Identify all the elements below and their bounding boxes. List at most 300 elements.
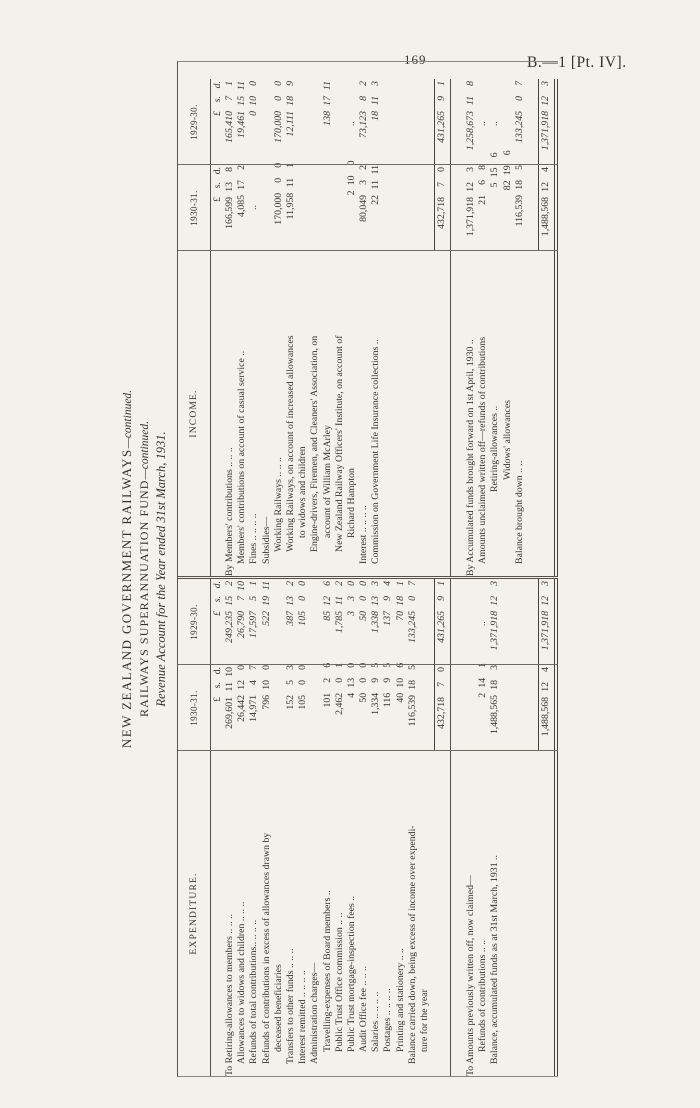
amount-1929-30-shillings: 19 (260, 596, 272, 606)
amount-1929-30-pence: 4 (382, 581, 394, 586)
amount-1929-30-pence: 1 (394, 581, 406, 586)
amount-1929-30 (489, 79, 501, 150)
amount-1930-31 (407, 663, 419, 747)
amount-1930-31 (346, 158, 358, 237)
amount-1929-30 (322, 79, 334, 158)
row-desc: Working Railways .. .. .. (272, 457, 284, 552)
amount-1929-30-pence: 7 (406, 581, 418, 586)
currency-1930-31-shillings: s. (211, 182, 223, 189)
amount-1930-31-pence: 6 (394, 662, 406, 668)
amount-1929-30-shillings: 7 (236, 596, 248, 601)
amount-1930-31-shillings (309, 178, 321, 193)
amount-1930-31 (334, 661, 346, 743)
amount-1930-31 (489, 150, 501, 221)
amount-1929-30 (502, 79, 514, 148)
amount-1930-31-pence: 2 (358, 164, 370, 170)
amount-1930-31-pence: 0 (272, 162, 284, 168)
amount-1930-31-pounds (309, 193, 321, 243)
amount-1929-30 (370, 79, 382, 163)
amount-1930-31 (236, 163, 248, 247)
section-2 (465, 579, 526, 1076)
row-desc: Members' contributions on account of casual service .. (236, 350, 248, 564)
amount-1930-31-pence: 5 (513, 164, 525, 170)
currency-1930-31-pence: d. (211, 667, 223, 675)
total-1930-31 (538, 165, 555, 251)
amount-1930-31-pence: 8 (477, 164, 489, 170)
amount-1929-30-pounds: 1,338 (370, 611, 382, 634)
table-row (236, 79, 248, 576)
currency-1929-30 (212, 79, 224, 165)
section-gap (451, 579, 465, 1076)
table-row (358, 579, 370, 1076)
amount-1929-30-shillings (477, 596, 489, 611)
grand-total-row (538, 79, 554, 576)
table-row (370, 579, 382, 1076)
amount-1930-31-pence: 0 (260, 664, 272, 670)
amount-1930-31-pence: 5 (406, 664, 418, 670)
amount-1929-30-pounds (465, 611, 477, 665)
amount-1929-30-pence: 2 (333, 581, 345, 586)
total-1930-31-pence: 4 (540, 167, 552, 172)
amount-1930-31-pounds (322, 190, 334, 237)
amount-1930-31-pounds: 50 (358, 692, 370, 703)
amount-1930-31 (395, 661, 407, 743)
total-row (434, 579, 451, 1076)
table-row (224, 579, 236, 1076)
amount-1929-30-shillings (297, 96, 309, 111)
amount-1930-31-pence: 1 (284, 162, 296, 168)
total-1930-31-shillings: 12 (540, 182, 552, 192)
amount-1929-30 (370, 579, 382, 661)
total-1930-31 (538, 665, 555, 751)
doc-reference: B.—1 [Pt. IV]. (527, 54, 627, 71)
table-row (297, 579, 309, 1076)
amount-1930-31-pounds (297, 190, 309, 237)
amount-1929-30-shillings: 0 (513, 96, 525, 101)
amount-1930-31-pounds: 4 (345, 692, 357, 698)
amount-1930-31-pounds (309, 695, 321, 747)
column-header-row (178, 579, 211, 1076)
amount-1930-31 (273, 661, 285, 743)
amount-1929-30-pence: 0 (358, 581, 370, 586)
amount-1929-30-shillings (477, 96, 489, 111)
amount-1929-30-pence (297, 79, 309, 96)
amount-1929-30-pounds: 138 (321, 111, 333, 126)
total-1930-31-pounds: 432,718 (436, 197, 448, 229)
amount-1929-30-shillings: 10 (248, 96, 260, 106)
page-number: 169 (404, 52, 427, 67)
amount-1929-30 (248, 79, 260, 163)
total-1929-30-shillings: 12 (540, 96, 552, 106)
amount-1929-30-shillings: 3 (345, 596, 357, 601)
amount-1930-31-pounds: 796 (260, 694, 272, 710)
amount-1929-30-shillings: 11 (465, 96, 476, 106)
currency-1929-30 (212, 579, 224, 665)
table-row (477, 79, 489, 576)
row-desc: to widows and children (297, 446, 309, 538)
amount-1930-31-pounds: 26,442 (236, 694, 248, 722)
table-row (261, 79, 273, 576)
amount-1930-31-pounds: 2,462 (333, 692, 345, 715)
amount-1929-30 (236, 579, 248, 663)
table-row (248, 579, 260, 1076)
row-desc: Printing and stationery .. .. (394, 948, 406, 1052)
amount-1929-30-pounds: 26,790 (236, 611, 248, 638)
amount-1929-30 (334, 79, 346, 161)
amount-1929-30-pounds: 85 (321, 611, 333, 621)
amount-1930-31-shillings: 18 (406, 679, 418, 690)
amount-1929-30 (334, 579, 346, 661)
amount-1929-30-shillings: 11 (370, 96, 382, 106)
amount-1929-30-pounds: 0 (248, 111, 260, 116)
amount-1929-30-pence (465, 579, 477, 596)
total-1930-31-shillings: 7 (436, 182, 448, 187)
table-row (261, 579, 273, 1076)
amount-1930-31-pence: 8 (224, 167, 235, 172)
amount-1930-31 (224, 665, 236, 751)
amount-1929-30-pence: 0 (297, 581, 309, 586)
amount-1929-30-pounds (334, 111, 346, 161)
amount-1930-31 (358, 661, 370, 743)
currency-1929-30-shillings: s. (211, 96, 223, 103)
total-1929-30-pounds: 1,371,918 (540, 611, 552, 651)
amount-1930-31-pounds: 116 (382, 692, 394, 708)
amount-1929-30 (297, 79, 309, 158)
total-1929-30 (434, 79, 451, 165)
amount-1930-31-shillings (261, 180, 273, 195)
amount-1930-31-shillings: 10 (260, 679, 272, 690)
amount-1930-31-shillings (334, 178, 346, 193)
row-desc: Balance brought down .. .. (513, 460, 525, 564)
amount-1930-31-shillings (273, 678, 285, 693)
amount-1930-31 (489, 663, 501, 747)
amount-1929-30 (322, 579, 334, 661)
table-row (346, 579, 358, 1076)
amount-1930-31-pence: 3 (284, 664, 296, 670)
half-income (178, 79, 558, 579)
amount-1929-30 (465, 79, 477, 165)
amount-1929-30-pence (273, 579, 285, 596)
table-row (334, 79, 346, 576)
amount-1930-31-pence: 0 (345, 160, 357, 166)
table-row (346, 79, 358, 576)
amount-1930-31-pence: 10 (224, 667, 235, 677)
amount-1929-30-pounds: 1,258,673 (465, 111, 476, 151)
row-desc: Salaries .. .. .. .. (370, 991, 382, 1052)
total-1929-30-pounds: 431,265 (436, 111, 448, 143)
amount-1929-30 (224, 79, 236, 165)
table-row (465, 79, 477, 576)
amount-1930-31-pounds: 4,085 (236, 194, 248, 217)
amount-1929-30-pounds: 73,123 (358, 111, 370, 138)
amount-1930-31 (465, 665, 477, 751)
amount-1930-31-shillings: 0 (333, 677, 345, 683)
total-1929-30-pounds: 1,371,918 (540, 111, 552, 151)
amount-1929-30-pence: 11 (236, 81, 248, 91)
section-gap (451, 79, 465, 576)
column-rule (178, 664, 558, 665)
amount-1929-30-pounds: 1,785 (333, 611, 345, 634)
amount-1929-30-pence: 3 (370, 581, 382, 586)
amount-1930-31-shillings: 12 (236, 679, 248, 690)
amount-1929-30-pence (502, 79, 514, 96)
column-header-row (178, 79, 211, 576)
amount-1930-31-shillings: 9 (382, 677, 394, 683)
amount-1930-31-pounds (334, 193, 346, 243)
amount-1930-31-pence: 2 (236, 164, 248, 170)
amount-1930-31 (261, 163, 273, 247)
total-1929-30-shillings: 9 (436, 596, 448, 601)
amount-1930-31 (309, 161, 321, 243)
amount-1929-30-pounds: 70 (394, 611, 406, 621)
amount-1929-30-pounds: 50 (358, 611, 370, 621)
amount-1929-30-pence: 0 (248, 81, 260, 86)
amount-1929-30-pounds: 170,000 (272, 111, 284, 143)
table-row (465, 579, 477, 1076)
table-row (370, 79, 382, 576)
total-1929-30-pence: 1 (436, 581, 448, 586)
row-desc: Public Trust Office commission .. .. (333, 912, 345, 1052)
amount-1930-31-pounds: 166,599 (224, 197, 235, 229)
row-desc: Refunds of contributions in excess of allowances drawn by (260, 832, 272, 1064)
amount-1929-30-pence: 0 (345, 581, 357, 586)
amount-1929-30-shillings: 0 (406, 596, 418, 601)
amount-1930-31-pounds (419, 693, 431, 743)
table-row (489, 79, 501, 576)
row-desc: Audit Office fee .. .. .. (358, 965, 370, 1052)
title-block (95, 61, 169, 1077)
amount-1929-30-shillings: 0 (358, 596, 370, 601)
amount-1929-30-shillings: 12 (489, 596, 501, 606)
amount-1930-31 (502, 148, 514, 217)
row-desc: Subsidies— (260, 516, 272, 564)
amount-1929-30-pounds: 522 (260, 611, 272, 626)
table-row (502, 79, 514, 576)
currency-header-row (211, 79, 224, 576)
column-header-year-prior: 1929-30. (189, 604, 199, 640)
table-row (285, 579, 297, 1076)
currency-1930-31-shillings: s. (211, 682, 223, 689)
amount-1929-30 (419, 579, 431, 661)
currency-1929-30-pounds: £ (211, 611, 223, 616)
amount-1930-31-pounds: .. (248, 204, 260, 210)
currency-1930-31 (212, 665, 224, 751)
amount-1929-30-pence: 1 (224, 81, 235, 86)
amount-1929-30-pounds: 1,371,918 (489, 611, 501, 651)
table-row (248, 79, 260, 576)
amount-1929-30-shillings: 13 (370, 596, 382, 606)
amount-1930-31-pounds (273, 693, 285, 743)
amount-1929-30-pounds: 133,245 (513, 111, 525, 143)
amount-1929-30-shillings: 13 (284, 596, 296, 606)
amount-1929-30-pounds (309, 111, 321, 161)
row-desc: Refunds of contributions .. .. (477, 939, 489, 1052)
amount-1930-31-shillings: 2 (321, 677, 333, 683)
amount-1929-30 (309, 79, 321, 161)
amount-1930-31-shillings: 17 (236, 179, 248, 190)
amount-1929-30-shillings (309, 596, 321, 611)
amount-1929-30 (248, 579, 260, 663)
currency-1930-31-pounds: £ (211, 197, 223, 202)
row-desc: ture for the year (419, 989, 430, 1052)
amount-1930-31-pence (465, 665, 477, 682)
currency-1930-31-pounds: £ (211, 697, 223, 702)
row-desc: Richard Hampton (345, 468, 357, 538)
total-1930-31-pounds: 1,488,568 (540, 697, 552, 737)
amount-1930-31-shillings: 11 (284, 177, 296, 188)
amount-1930-31-pence: 5 (370, 662, 382, 668)
row-desc: Widows' allowances (501, 400, 513, 480)
amount-1930-31-pounds: 116,539 (406, 694, 418, 727)
amount-1930-31 (334, 161, 346, 243)
row-desc: Amounts unclaimed written off—refunds of contributions (477, 336, 489, 564)
section-1 (224, 79, 434, 576)
row-desc: Transfers to other funds .. .. .. (284, 948, 296, 1064)
table-row (285, 79, 297, 576)
row-desc: deceased beneficiaries (272, 964, 284, 1052)
table-row (358, 79, 370, 576)
amount-1930-31-pounds: 80,049 (358, 194, 370, 222)
amount-1930-31-shillings: 12 (465, 182, 476, 192)
row-desc: To Retiring-allowances to members .. .. .. (224, 913, 235, 1076)
amount-1930-31-shillings: 5 (284, 679, 296, 685)
amount-1929-30-pence: 3 (370, 81, 382, 86)
total-1929-30-shillings: 9 (436, 96, 448, 101)
amount-1929-30-shillings (273, 596, 285, 611)
amount-1929-30 (346, 79, 358, 158)
amount-1930-31 (248, 163, 260, 247)
total-1930-31 (434, 665, 451, 751)
total-1929-30-pence: 3 (540, 581, 552, 586)
amount-1930-31 (285, 161, 297, 243)
amount-1930-31-pounds (465, 697, 477, 751)
column-header-year-prior: 1929-30. (189, 104, 199, 140)
total-1929-30-pence: 1 (436, 81, 448, 86)
amount-1930-31-pounds: 40 (394, 692, 406, 703)
amount-1929-30-pounds: .. (489, 120, 501, 126)
row-desc: New Zealand Railway Officers' Institute, on account of (333, 335, 345, 552)
amount-1929-30-shillings: 18 (394, 596, 406, 606)
amount-1930-31-shillings: 18 (489, 679, 501, 690)
amount-1929-30-shillings (465, 596, 477, 611)
amount-1930-31 (370, 163, 382, 247)
amount-1930-31-pence: 1 (333, 662, 345, 668)
amount-1929-30-pounds: .. (477, 621, 489, 626)
column-rule (178, 250, 558, 251)
section-1 (224, 579, 434, 1076)
amount-1930-31-pounds: 21 (477, 194, 489, 205)
amount-1930-31 (322, 661, 334, 743)
amount-1929-30-pounds: 165,410 (224, 111, 235, 143)
amount-1930-31-pence: 0 (297, 664, 309, 670)
amount-1930-31-pounds: 152 (284, 694, 296, 710)
amount-1930-31-pence: 6 (489, 152, 501, 158)
amount-1930-31 (285, 663, 297, 747)
grand-total-row (538, 579, 554, 1076)
amount-1929-30 (273, 79, 285, 161)
amount-1929-30-shillings: 5 (248, 596, 260, 601)
row-desc: Allowances to widows and children .. .. .. (236, 901, 248, 1064)
amount-1930-31 (477, 163, 489, 247)
table-row (514, 79, 526, 576)
amount-1930-31-pounds: 269,601 (224, 697, 235, 729)
amount-1930-31-shillings: 0 (358, 677, 370, 683)
amount-1929-30 (285, 79, 297, 161)
amount-1929-30-pounds (419, 611, 431, 661)
amount-1929-30 (273, 579, 285, 661)
amount-1930-31-pounds: 116,539 (513, 194, 525, 227)
total-1930-31-pounds: 432,718 (436, 697, 448, 729)
amount-1929-30-pence: 2 (224, 581, 235, 586)
total-1930-31-pence: 0 (436, 667, 448, 672)
amount-1929-30-shillings: 18 (284, 96, 296, 106)
amount-1929-30-shillings: 0 (272, 96, 284, 101)
amount-1929-30-pounds: 137 (382, 611, 394, 626)
amount-1929-30-shillings (489, 96, 501, 111)
total-1929-30 (538, 579, 555, 665)
amount-1930-31 (236, 663, 248, 747)
amount-1930-31-pence: 3 (465, 167, 476, 172)
double-rule (554, 79, 558, 576)
amount-1929-30-pounds: 249,235 (224, 611, 235, 643)
total-1929-30-pence: 3 (540, 81, 552, 86)
amount-1929-30 (346, 579, 358, 661)
amount-1930-31-pence: 0 (236, 664, 248, 670)
amount-1929-30-pounds: 12,111 (284, 111, 296, 137)
total-1930-31-pence: 4 (540, 667, 552, 672)
amount-1930-31 (370, 661, 382, 743)
amount-1930-31 (297, 158, 309, 237)
amount-1930-31-pounds: 1,334 (370, 692, 382, 715)
title-line-3: Revenue Account for the Year ended 31st March, 1931. (154, 431, 168, 707)
amount-1930-31-shillings: 18 (513, 179, 525, 190)
amount-1930-31-pence: 7 (248, 664, 260, 670)
amount-1929-30 (309, 579, 321, 663)
row-desc: Travelling-expenses of Board members .. (321, 890, 333, 1052)
row-desc: Fines .. .. .. .. (248, 513, 260, 564)
column-header-expenditure: EXPENDITURE. (189, 872, 199, 955)
amount-1929-30-pence: 7 (513, 81, 525, 86)
amount-1929-30-pence: 10 (236, 581, 248, 591)
amount-1929-30-pounds (502, 111, 514, 148)
amount-1930-31-shillings: 15 (489, 167, 501, 178)
column-header-year-current: 1930-31. (189, 190, 199, 226)
amount-1930-31 (465, 165, 477, 251)
column-header-year-current: 1930-31. (189, 690, 199, 726)
total-1930-31-pence: 0 (436, 167, 448, 172)
amount-1930-31-pounds: 1,371,918 (465, 197, 476, 237)
amount-1929-30-shillings: 15 (236, 96, 248, 106)
amount-1929-30 (297, 579, 309, 663)
total-1929-30 (538, 79, 555, 165)
amount-1929-30 (358, 79, 370, 163)
amount-1930-31 (309, 663, 321, 747)
table-row (489, 579, 501, 1076)
row-desc: Retiring-allowances .. (489, 405, 501, 492)
title-line-1: NEW ZEALAND GOVERNMENT RAILWAYS—continued. (119, 389, 134, 749)
amount-1929-30-pence: 9 (284, 81, 296, 86)
section-gap (526, 579, 538, 1076)
amount-1930-31-shillings: 3 (358, 179, 370, 185)
total-1930-31 (434, 165, 451, 251)
amount-1930-31 (261, 663, 273, 747)
amount-1929-30-pounds: 133,245 (406, 611, 418, 643)
amount-1929-30-pence (477, 79, 489, 96)
row-desc: Working Railways, on account of increased allowances (284, 335, 296, 552)
amount-1929-30 (395, 579, 407, 661)
amount-1930-31 (273, 161, 285, 243)
amount-1929-30-pounds: 105 (297, 611, 309, 626)
